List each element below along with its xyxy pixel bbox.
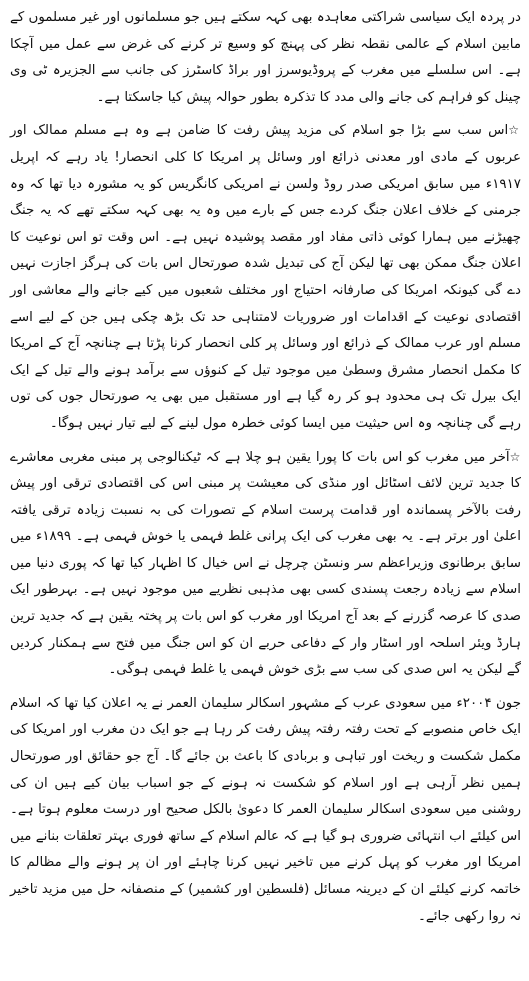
paragraph-conclusion — [10, 690, 521, 930]
star-bullet-icon: ☆ — [508, 123, 521, 138]
paragraph-text: آخر میں مغرب کو اس بات کا پورا یقین ہو چلا ہے کہ ٹیکنالوجی پر مبنی مغربی معاشرے کا جدید ترین لائف اسٹائل اور منڈی کی معیشت پر مبنی اس کی اقتصادی ترقی اور پیش رفت بالآخر پسماندہ اور قدامت پرست اسلام کے تصورات کی بہ نسبت زیادہ ترقی یافتہ اعلیٰ اور برتر ہے۔ یہ بھی مغرب کی ایک پرانی غلط فہمی یا خوش فہمی ہے۔ ۱۸۹۹ء میں سابق برطانوی وزیراعظم سر ونسٹن چرچل نے اس خیال کا اظہار کیا تھا کہ پوری دنیا میں اسلام سے زیادہ رجعت پسندی کسی بھی مذہبی نظریے میں موجود نہیں ہے۔ بہرطور ایک صدی کا عرصہ گزرنے کے بعد آج امریکا اور مغرب کو اس بات پر پختہ یقین ہے کہ جدید ترین ہارڈ ویئر اسلحہ اور اسٹار وار کے دفاعی حربے ان کو اس جنگ میں فتح سے ہمکنار کردیں گے لیکن یہ اس صدی کی سب سے بڑی خوش فہمی یا غلط فہمی ہوگی۔ — [10, 449, 521, 678]
paragraph-text: در پردہ ایک سیاسی شراکتی معاہدہ بھی کہہ سکتے ہیں جو مسلمانوں اور غیر مسلموں کے مابین اسلام کے عالمی نقطہ نظر کی پہنچ کو وسیع تر کرنے کی غرض سے عمل میں آچکا ہے۔ اس سلسلے میں مغرب کے پروڈیوسرز اور براڈ کاسٹرز کی جانب سے الجزیرہ ٹی وی چینل کو فراہم کی جانے والی مدد کا تذکرہ بطور حوالہ پیش کیا جاسکتا ہے۔ — [10, 10, 521, 105]
paragraph-intro — [10, 4, 521, 111]
paragraph-western-belief — [10, 444, 521, 684]
paragraph-text: جون ۲۰۰۴ء میں سعودی عرب کے مشہور اسکالر سلیمان العمر نے یہ اعلان کیا تھا کہ اسلام ایک خاص منصوبے کے تحت رفتہ رفتہ پیش رفت کر رہا ہے جو ایک دن مغرب اور امریکا کی مکمل شکست و ریخت اور تباہی و بربادی کا باعث بن جائے گا۔ آج جو حقائق اور صورتحال ہمیں نظر آرہی ہے اور اسلام کو شکست نہ ہونے کے جو اسباب بیان کیے ہیں ان کی روشنی میں سعودی اسکالر سلیمان العمر کا دعویٰ بالکل صحیح اور درست معلوم ہوتا ہے۔ اس کیلئے اب انتہائی ضروری ہو گیا ہے کہ عالم اسلام کے ساتھ فوری بہتر تعلقات بنانے میں امریکا اور مغرب کو پہل کرنے میں تاخیر نہیں کرنا چاہئے اور ان پر ہونے والے مظالم کا خاتمہ کرنے کیلئے ان کے دیرینہ مسائل (فلسطین اور کشمیر) کے منصفانہ حل میں مزید تاخیر نہ روا رکھی جائے۔ — [10, 695, 521, 924]
paragraph-text: اس سب سے بڑا جو اسلام کی مزید پیش رفت کا ضامن ہے وہ ہے مسلم ممالک اور عربوں کے مادی اور معدنی ذرائع اور وسائل پر امریکا کا کلی انحصار! یاد رہے کہ اپریل ۱۹۱۷ء میں سابق امریکی صدر روڈ ولسن نے امریکی کانگریس کو یہ مشورہ دیا تھا کہ وہ جرمنی کے خلاف اعلان جنگ کردے جس کے بارے میں وہ یہ بھی کہہ سکتے تھے کہ یہ جنگ چھیڑنے میں ہمارا کوئی ذاتی مفاد اور مقصد پوشیدہ نہیں ہے۔ اس وقت تو اس نوعیت کا اعلان جنگ ممکن بھی تھا لیکن آج کی تبدیل شدہ صورتحال اس بات کی ہرگز اجازت نہیں دے گی کیونکہ امریکا کی صارفانہ احتیاج اور مختلف شعبوں میں کیے جانے والے معاشی اور اقتصادی نوعیت کے اقدامات اور ضروریات لامتناہی حد تک بڑھ چکی ہیں جن کے لیے اسے مسلم اور عرب ممالک کے ذرائع اور وسائل پر کلی انحصار کرنا پڑتا ہے چنانچہ آج کے امریکا کا مکمل انحصار مشرق وسطیٰ میں موجود تیل کے کنوؤں سے برآمد ہونے والے تیل کے ایک ایک بیرل تک ہی محدود ہو کر رہ گیا ہے اور مستقبل میں بھی یہ صورتحال جوں کی توں رہے گی چنانچہ وہ اس حیثیت میں ایسا کوئی خطرہ مول لینے کے لیے تیار نہیں ہوگا۔ — [10, 123, 521, 431]
star-bullet-icon: ☆ — [509, 449, 521, 464]
paragraph-oil-dependence — [10, 117, 521, 437]
